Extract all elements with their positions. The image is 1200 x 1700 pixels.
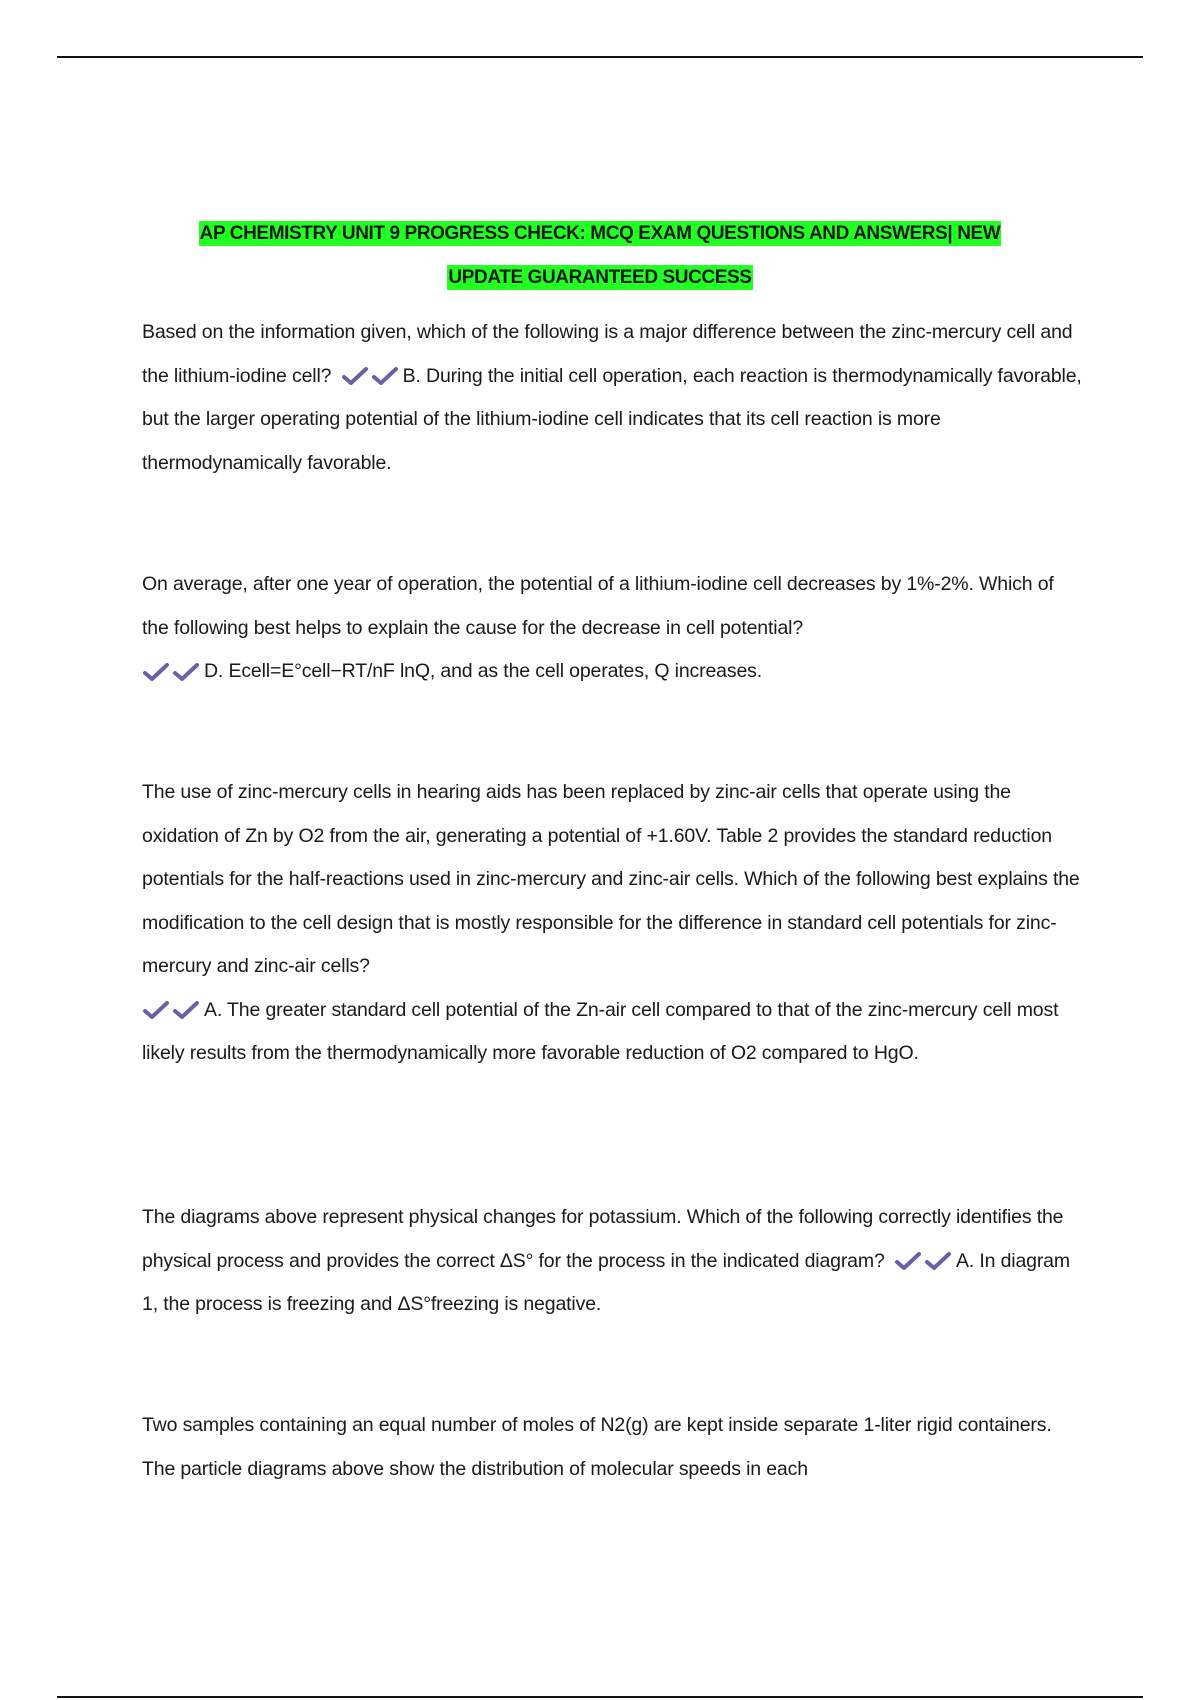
check-icon	[142, 662, 170, 682]
answer-text: D. Ecell=E°cell−RT/nF lnQ, and as the cell operates, Q increases.	[204, 660, 763, 682]
check-icon	[894, 1251, 922, 1271]
question-text: Two samples containing an equal number of moles of N2(g) are kept inside separate 1-liter rigid containers. The particle diagrams above show the distribution of molecular speeds in each	[142, 1414, 1052, 1480]
check-icon	[371, 366, 399, 386]
answer-text: A. In diagram 1, the process is freezing and ΔS°freezing is negative.	[142, 1249, 1070, 1315]
check-icon	[172, 1000, 200, 1020]
question-block-2	[142, 563, 1082, 694]
question-text: The diagrams above represent physical changes for potassium. Which of the following correctly identifies the physical process and provides the correct ΔS° for the process in the indicated diagram?	[142, 1206, 1064, 1272]
double-check-icon	[142, 1000, 202, 1020]
question-block-3	[142, 771, 1082, 1076]
document-title	[130, 212, 1070, 300]
check-icon	[172, 662, 200, 682]
question-text: The use of zinc-mercury cells in hearing aids has been replaced by zinc-air cells that operate using the oxidation of Zn by O2 from the air, generating a potential of +1.60V. Table 2 provides the standard reduction potentials for the half-reactions used in zinc-mercury and zinc-air cells. Which of the following best explains the modification to the cell design that is mostly responsible for the difference in standard cell potentials for zinc-mercury and zinc-air cells?	[142, 781, 1080, 977]
double-check-icon	[894, 1251, 954, 1271]
header-rule	[57, 56, 1143, 58]
double-check-icon	[341, 366, 401, 386]
answer-text: A. The greater standard cell potential of the Zn-air cell compared to that of the zinc-mercury cell most likely results from the thermodynamically more favorable reduction of O2 compared to HgO.	[142, 998, 1059, 1064]
question-text: On average, after one year of operation, the potential of a lithium-iodine cell decreases by 1%-2%. Which of the following best helps to explain the cause for the decrease in cell potential?	[142, 573, 1054, 639]
question-block-5	[142, 1404, 1082, 1491]
question-text: Based on the information given, which of the following is a major difference between the zinc-mercury cell and the lithium-iodine cell?	[142, 321, 1073, 387]
title-line-1: AP CHEMISTRY UNIT 9 PROGRESS CHECK: MCQ EXAM QUESTIONS AND ANSWERS| NEW	[199, 223, 1001, 244]
check-icon	[142, 1000, 170, 1020]
check-icon	[924, 1251, 952, 1271]
double-check-icon	[142, 662, 202, 682]
title-line-2: UPDATE GUARANTEED SUCCESS	[448, 267, 752, 288]
footer-rule	[57, 1696, 1143, 1698]
answer-text: B. During the initial cell operation, each reaction is thermodynamically favorable, but the larger operating potential of the lithium-iodine cell indicates that its cell reaction is more thermodynamically favorable.	[142, 364, 1082, 474]
question-block-1	[142, 311, 1082, 485]
check-icon	[341, 366, 369, 386]
question-block-4	[142, 1196, 1082, 1327]
